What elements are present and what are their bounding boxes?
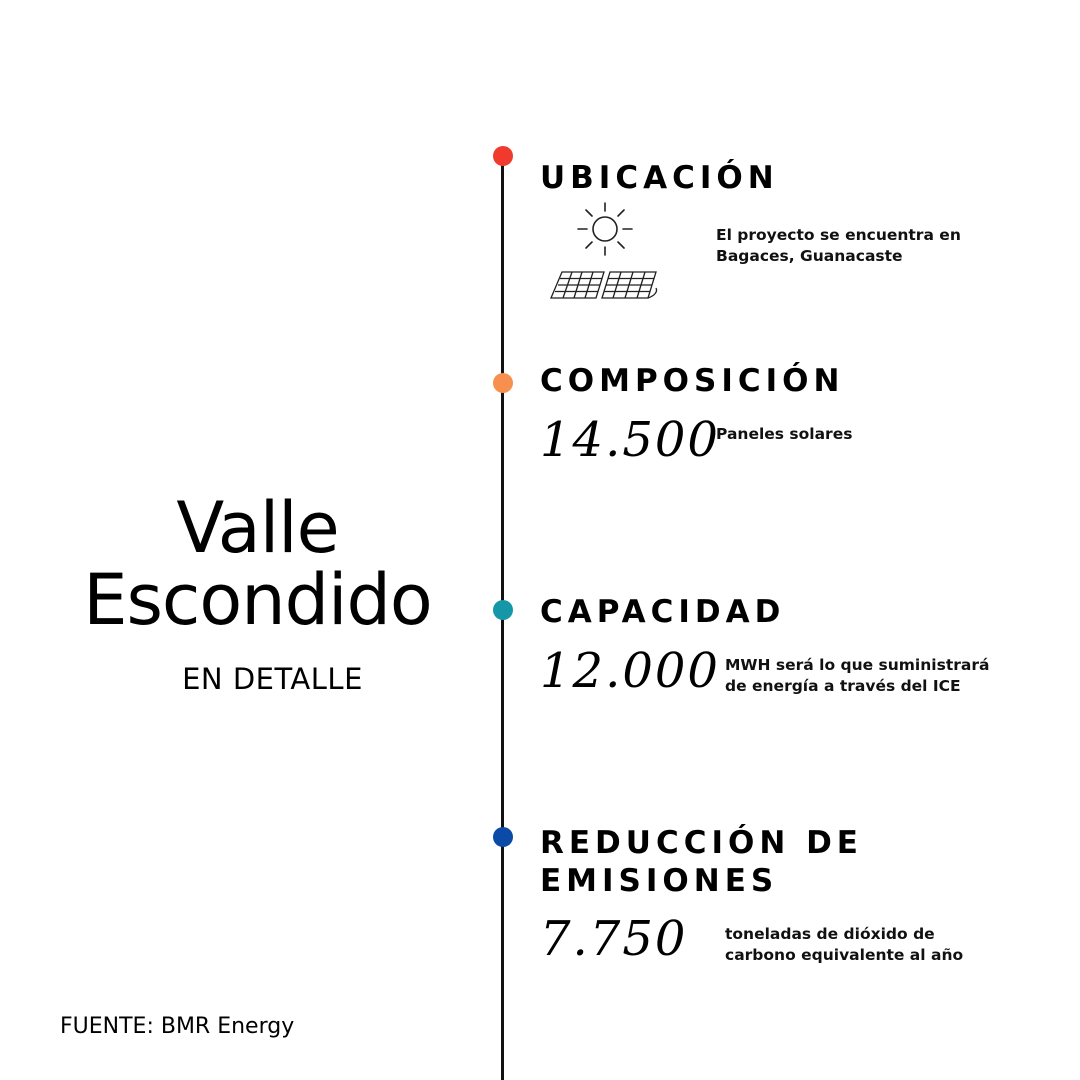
description-reduccion: toneladas de dióxido de carbono equivalente al año bbox=[725, 925, 964, 964]
solar-panel-sun-icon bbox=[548, 200, 663, 305]
number-capacidad: 12.000 bbox=[540, 643, 720, 699]
heading-reduccion-line-1: REDUCCIÓN DE bbox=[540, 825, 863, 861]
title-block bbox=[40, 487, 475, 696]
timeline-dot-composicion bbox=[493, 373, 513, 393]
heading-reduccion bbox=[540, 824, 863, 900]
description-ubicacion: El proyecto se encuentra en Bagaces, Guanacaste bbox=[716, 226, 961, 265]
subtitle: EN DETALLE bbox=[182, 662, 363, 696]
number-composicion: 14.500 bbox=[540, 412, 720, 468]
heading-capacidad: CAPACIDAD bbox=[540, 594, 786, 630]
description-composicion: Paneles solares bbox=[716, 425, 853, 443]
title-line-1: Valle bbox=[176, 487, 339, 569]
heading-ubicacion: UBICACIÓN bbox=[540, 160, 779, 196]
number-reduccion: 7.750 bbox=[540, 911, 688, 967]
heading-composicion: COMPOSICIÓN bbox=[540, 363, 845, 399]
timeline-dot-capacidad bbox=[493, 600, 513, 620]
description-capacidad: MWH será lo que suministrará de energía a través del ICE bbox=[725, 656, 990, 695]
source-credit: FUENTE: BMR Energy bbox=[60, 1014, 295, 1039]
title-line-2: Escondido bbox=[83, 559, 432, 641]
heading-reduccion-line-2: EMISIONES bbox=[540, 863, 779, 899]
timeline-dot-ubicacion bbox=[493, 146, 513, 166]
timeline-dot-reduccion bbox=[493, 827, 513, 847]
